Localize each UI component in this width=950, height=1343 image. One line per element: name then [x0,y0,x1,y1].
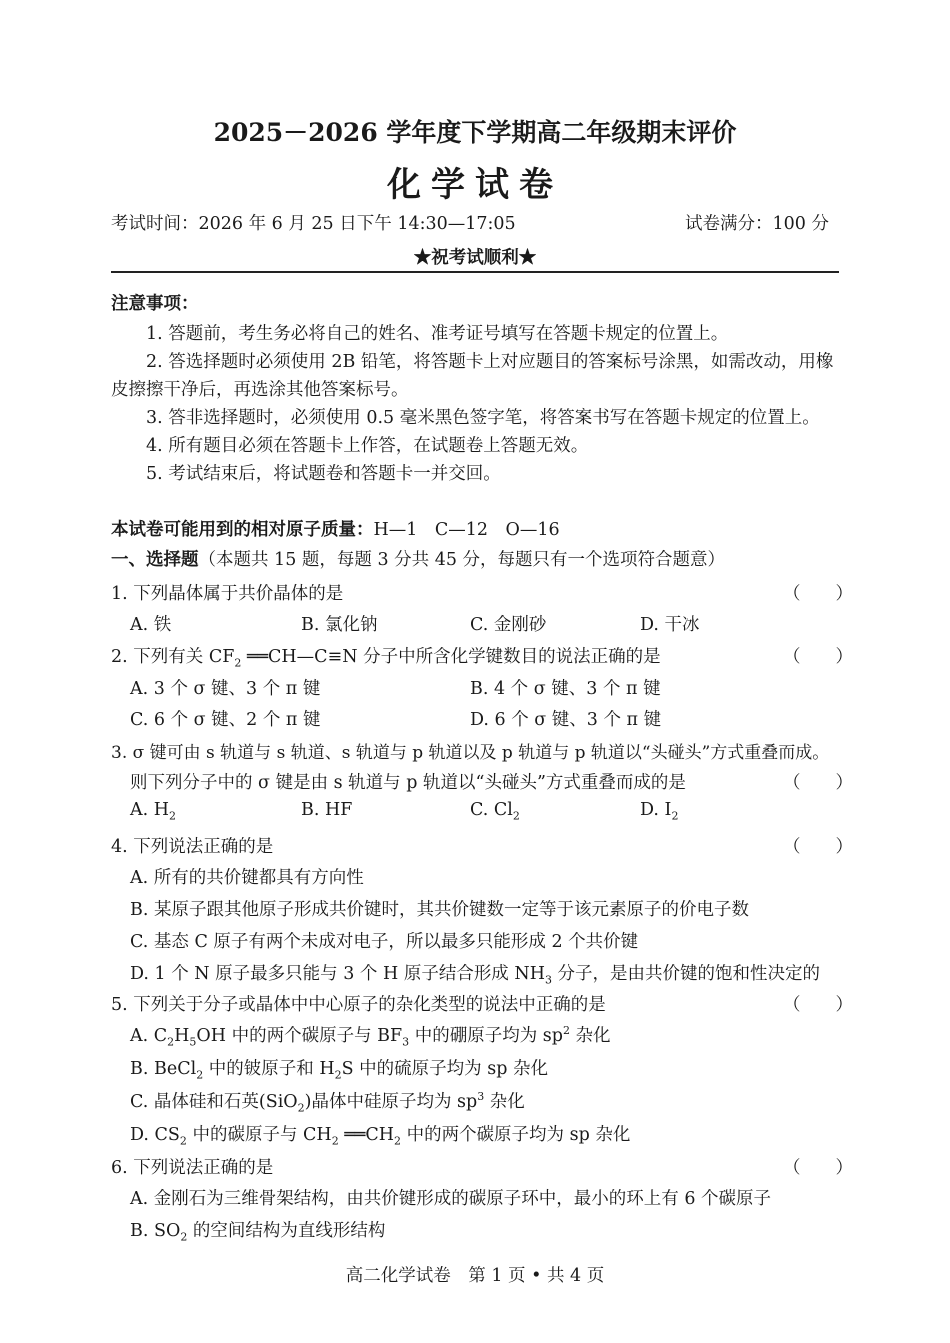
t: ══CH [338,1125,394,1145]
t: OH 中的两个碳原子与 BF [196,1026,403,1046]
option-a: A. 铁 [130,615,172,635]
t: H [174,1026,190,1046]
subscript: 2 [331,1134,339,1148]
answer-paren: （ ） [783,584,853,604]
question-1-stem: 1. 下列晶体属于共价晶体的是 [111,584,344,604]
subscript: 2 [334,1068,342,1082]
option-c: C. 基态 C 原子有两个未成对电子，所以最多只能形成 2 个共价键 [130,932,639,952]
full-score: 试卷满分：100 分 [685,214,829,234]
subscript: 2 [671,809,679,823]
option-b: B. 4 个 σ 键、3 个 π 键 [470,679,661,699]
note-item: 皮擦擦干净后，再选涂其他答案标号。 [111,380,409,400]
subscript: 2 [394,1134,401,1148]
option-d: D. 干冰 [640,615,700,635]
notes-heading: 注意事项： [111,294,199,314]
subscript: 2 [512,809,520,823]
subscript: 2 [297,1101,305,1115]
question-3-stem: 3. σ 键可由 s 轨道与 s 轨道、s 轨道与 p 轨道以及 p 轨道与 p 轨道以“头碰头”方式重叠而成。 [111,743,830,763]
answer-paren: （ ） [783,1158,853,1178]
option-a [130,1022,611,1049]
t: 杂化 [569,1026,611,1046]
option-b: B. HF [301,800,353,820]
t: 中的两个碳原子均为 sp 杂化 [401,1125,631,1145]
question-4-stem: 4. 下列说法正确的是 [111,837,274,857]
option-a-text: A. H [130,800,170,820]
subscript: 2 [196,1068,204,1082]
t: B. SO [130,1221,181,1241]
answer-paren: （ ） [783,773,853,793]
section-heading [111,546,725,571]
note-item: 2. 答选择题时必须使用 2B 铅笔，将答题卡上对应题目的答案标号涂黑，如需改动，用橡 [146,352,834,372]
atomic-mass-line [111,516,560,541]
option-c [470,800,520,823]
option-b [130,1055,548,1082]
answer-paren: （ ） [783,995,853,1015]
note-item: 5. 考试结束后，将试题卷和答题卡一并交回。 [146,464,501,484]
t: 中的铍原子和 H [203,1059,335,1079]
subscript: 2 [179,1134,187,1148]
note-item: 4. 所有题目必须在答题卡上作答，在试题卷上答题无效。 [146,436,589,456]
option-d [130,1121,630,1148]
header-divider [111,271,839,273]
subscript: 5 [189,1035,197,1049]
note-item: 3. 答非选择题时，必须使用 0.5 毫米黑色签字笔，将答案书写在答题卡规定的位置上。 [146,408,820,428]
option-b: B. 氯化钠 [301,615,378,635]
superscript: 2 [562,1024,570,1038]
subscript: 2 [180,1230,188,1244]
t: 中的碳原子与 CH [186,1125,332,1145]
note-item: 1. 答题前，考生务必将自己的姓名、准考证号填写在答题卡规定的位置上。 [146,324,729,344]
t: )晶体中硅原子均为 sp [304,1092,478,1112]
t: 中的硼原子均为 sp [409,1026,563,1046]
question-5-stem: 5. 下列关于分子或晶体中中心原子的杂化类型的说法中正确的是 [111,995,606,1015]
page-footer: 高二化学试卷 第 1 页 • 共 4 页 [345,1266,605,1286]
option-b [130,1217,385,1244]
t: 杂化 [484,1092,525,1112]
t: 的空间结构为直线形结构 [187,1221,386,1241]
option-c: C. 6 个 σ 键、2 个 π 键 [130,710,321,730]
answer-paren: （ ） [783,647,853,667]
atomic-mass-label: 本试卷可能用到的相对原子质量： [111,520,374,540]
option-d [130,960,820,987]
subscript: 2 [167,1035,175,1049]
q2-stem-pre: 2. 下列有关 CF [111,647,235,667]
t: S 中的硫原子均为 sp 杂化 [341,1059,548,1079]
option-d-post: 分子，是由共价键的饱和性决定的 [551,964,821,984]
option-d-text: D. I [640,800,672,820]
exam-title: 2025－2026 学年度下学期高二年级期末评价 [213,118,737,147]
section-title: 一、选择题 [111,550,199,570]
option-b: B. 某原子跟其他原子形成共价键时，其共价键数一定等于该元素原子的价电子数 [130,900,749,920]
option-d [640,800,678,823]
option-d: D. 6 个 σ 键、3 个 π 键 [470,710,662,730]
option-d-pre: D. 1 个 N 原子最多只能与 3 个 H 原子结合形成 NH [130,964,545,984]
option-c [130,1088,525,1115]
superscript: 3 [477,1090,485,1104]
option-a: A. 所有的共价键都具有方向性 [130,868,364,888]
question-3-stem-cont: 则下列分子中的 σ 键是由 s 轨道与 p 轨道以“头碰头”方式重叠而成的是 [130,773,686,793]
subscript: 3 [544,973,552,987]
question-6-stem: 6. 下列说法正确的是 [111,1158,274,1178]
question-2-stem [111,643,661,670]
option-a: A. 金刚石为三维骨架结构，由共价键形成的碳原子环中，最小的环上有 6 个碳原子 [130,1189,772,1209]
q2-stem-post: ══CH—C≡N 分子中所含化学键数目的说法正确的是 [241,647,661,667]
option-a: A. 3 个 σ 键、3 个 π 键 [130,679,321,699]
subscript: 2 [234,656,242,670]
t: B. BeCl [130,1059,197,1079]
subscript: 3 [402,1035,410,1049]
exam-time: 考试时间：2026 年 6 月 25 日下午 14:30—17:05 [111,214,516,234]
answer-paren: （ ） [783,837,853,857]
subscript: 2 [169,809,177,823]
t: D. CS [130,1125,180,1145]
t: C. 晶体硅和石英(SiO [130,1092,298,1112]
t: A. C [130,1026,168,1046]
atomic-mass-values: H—1 C—12 O—16 [373,520,560,540]
subject-title: 化学试卷 [387,165,563,205]
option-a [130,800,176,823]
option-c: C. 金刚砂 [470,615,547,635]
option-c-text: C. Cl [470,800,513,820]
section-desc: （本题共 15 题，每题 3 分共 45 分，每题只有一个选项符合题意） [198,550,726,570]
blessing: ★祝考试顺利★ [413,248,537,268]
